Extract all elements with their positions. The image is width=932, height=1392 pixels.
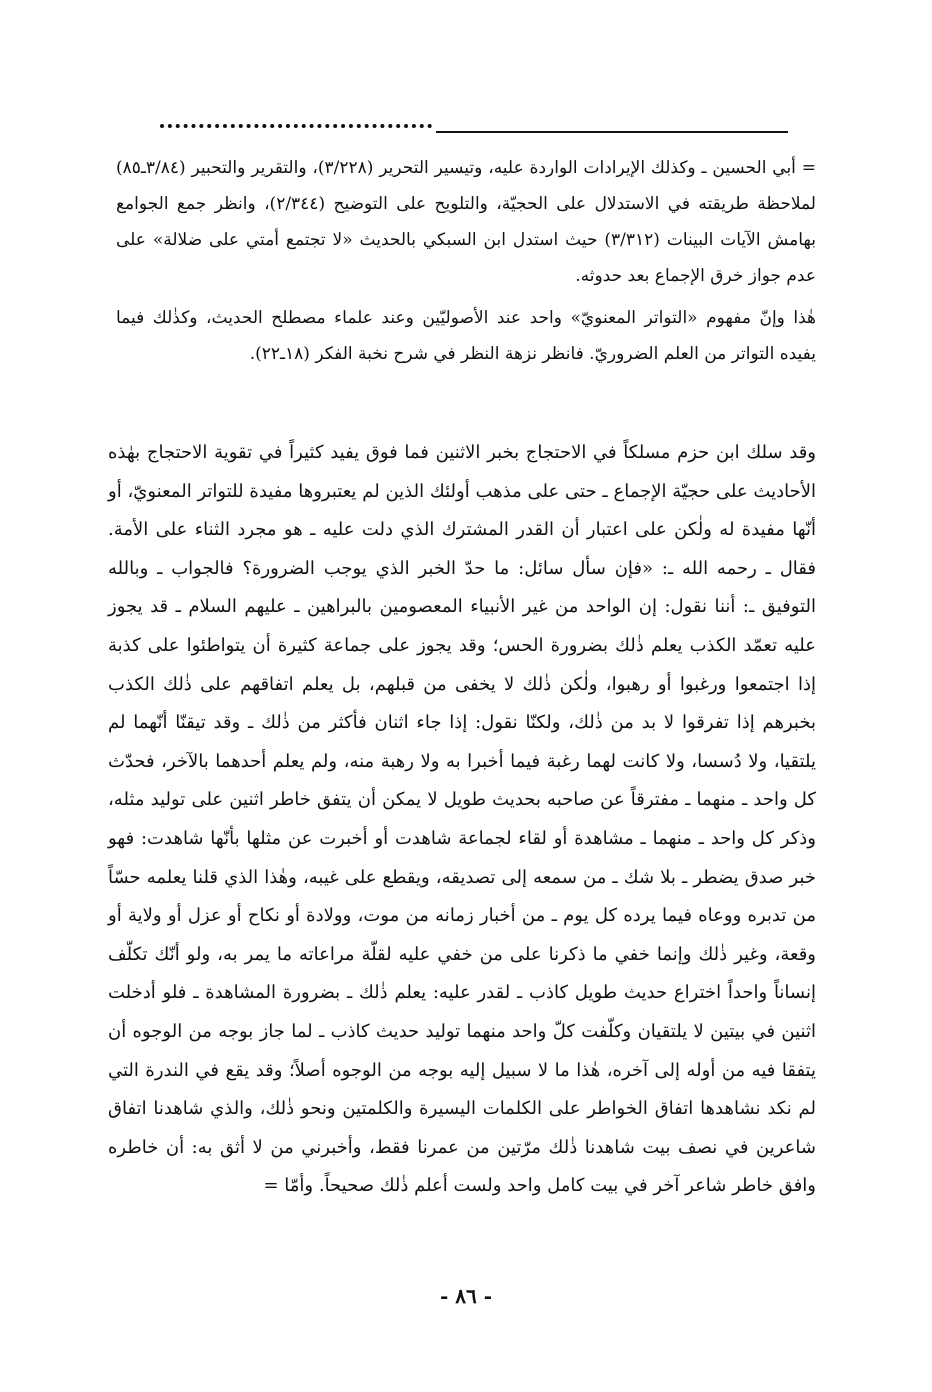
- page-number: - ٨٦ -: [439, 1284, 492, 1308]
- main-body-text: وقد سلك ابن حزم مسلكاً في الاحتجاج بخبر الاثنين فما فوق يفيد كثيراً في تقوية الاحتجاج بهٰذه الأحاديث على حجيّة الإجماع ـ حتى على مذهب أولئك الذين لم يعتبروها مفيدة للتواتر المعنويّ، أو أنّها مفيدة له ولٰكن على اعتبار أن القدر المشترك الذي دلت عليه ـ هو مجرد الثناء على الأمة. فقال ـ رحمه الله ـ: «فإن سأل سائل: ما حدّ الخبر الذي يوجب الضرورة؟ فالجواب ـ وبالله التوفيق ـ: أننا نقول: إن الواحد من غير الأنبياء المعصومين بالبراهين ـ عليهم السلام ـ قد يجوز عليه تعمّد الكذب يعلم ذٰلك بضرورة الحس؛ وقد يجوز على جماعة كثيرة أن يتواطئوا على كذبة إذا اجتمعوا ورغبوا أو رهبوا، ولٰكن ذٰلك لا يخفى من قبلهم، بل يعلم اتفاقهم على ذٰلك الكذب بخبرهم إذا تفرقوا لا بد من ذٰلك، ولكنّا نقول: إذا جاء اثنان فأكثر من ذٰلك ـ وقد تيقنّا أنّهما لم يلتقيا، ولا دُسسا، ولا كانت لهما رغبة فيما أخبرا به ولا رهبة منه، ولم يعلم أحدهما بالآخر، فحدّث كل واحد ـ منهما ـ مفترقاً عن صاحبه بحديث طويل لا يمكن أن يتفق خاطر اثنين على توليد مثله، وذكر كل واحد ـ منهما ـ مشاهدة أو لقاء لجماعة شاهدت أو أخبرت عن مثلها بأنّها شاهدت: فهو خبر صدق يضطر ـ بلا شك ـ من سمعه إلى تصديقه، ويقطع على غيبه، وهٰذا الذي قلنا يعلمه حسّاً من تدبره ووعاه فيما يرده كل يوم ـ من أخبار زمانه من موت، وولادة أو نكاح أو عزل أو ولاية أو وقعة، وغير ذٰلك وإنما خفي ما ذكرنا على من خفي عليه لقلّة مراعاته ما يمر به، ولو أنّك تكلّف إنساناً واحداً اختراع حديث طويل كاذب ـ لقدر عليه: يعلم ذٰلك ـ بضرورة المشاهدة ـ فلو أدخلت اثنين في بيتين لا يلتقيان وكلّفت كلّ واحد منهما توليد حديث كاذب ـ لما جاز بوجه من الوجوه أن يتفقا فيه من أوله إلى آخره، هٰذا ما لا سبيل إليه بوجه من الوجوه أصلاً؛ وقد يقع في الندرة التي لم نكد نشاهدها اتفاق الخواطر على الكلمات اليسيرة والكلمتين ونحو ذٰلك، والذي شاهدنا اتفاق شاعرين في نصف بيت شاهدنا ذٰلك مرّتين من عمرنا فقط، وأخبرني من لا أثق به: أن خاطره وافق خاطر شاعر آخر في بيت كامل واحد ولست أعلم ذٰلك صحيحاً. وأمّا =: [108, 442, 817, 1197]
- footnote-separator-line: [436, 131, 788, 133]
- dotted-separator: [160, 124, 432, 128]
- footnote-paragraph: هٰذا وإنّ مفهوم «التواتر المعنويّ» واحد عند الأصوليّين وعند علماء مصطلح الحديث، وكذٰلك فيما يفيده التواتر من العلم الضروريّ. فانظر نزهة النظر في شرح نخبة الفكر (١٨ـ٢٢).: [116, 308, 816, 364]
- footnote-paragraph: = أبي الحسين ـ وكذلك الإيرادات الواردة عليه، وتيسير التحرير (٣/٢٢٨)، والتقرير والتحبير (٣/٨٤ـ٨٥) لملاحظة طريقته في الاستدلال على الحجيّة، والتلويح على التوضيح (٢/٣٤٤)، وانظر جمع الجوامع بهامش الآيات البينات (٣/٣١٢) حيث استدل ابن السبكي بالحديث «لا تجتمع أمتي على ضلالة» على عدم جواز خرق الإجماع بعد حدوثه.: [116, 158, 816, 286]
- footnote-block: [116, 150, 816, 378]
